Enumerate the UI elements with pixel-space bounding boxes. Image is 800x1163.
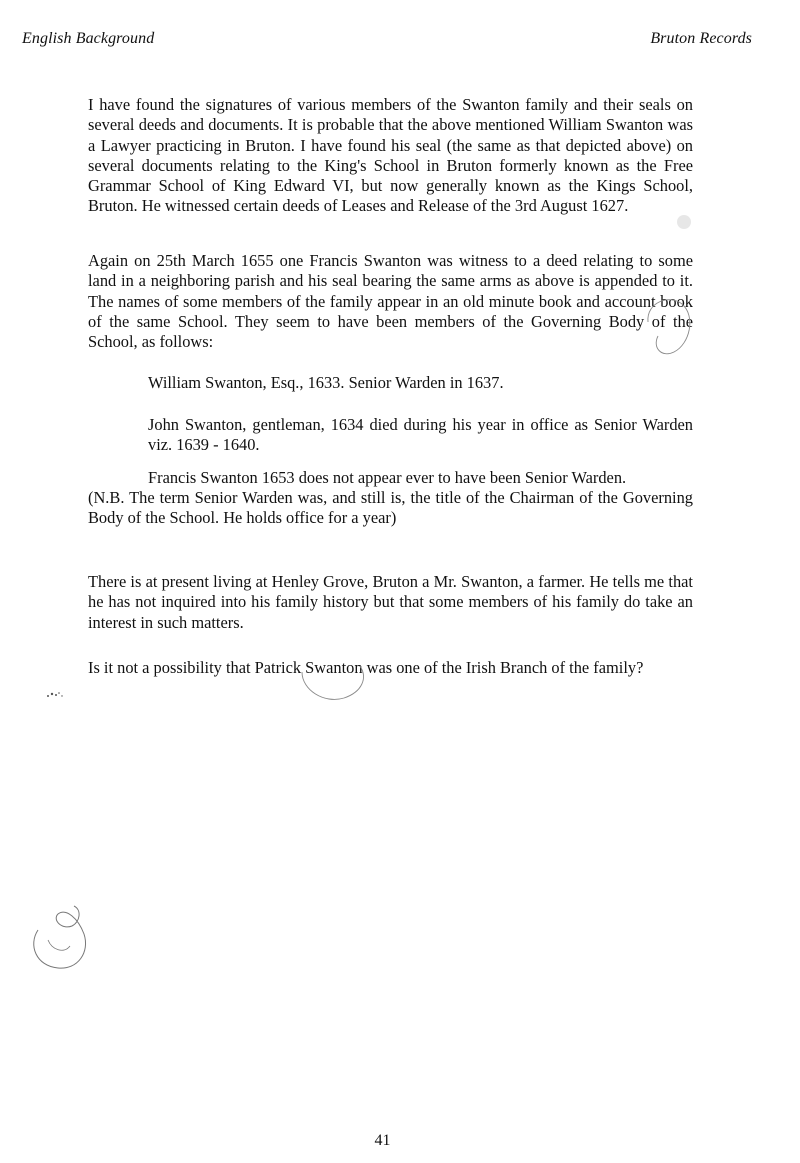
- running-header-left: English Background: [22, 30, 155, 47]
- paragraph-signatures: I have found the signatures of various members of the Swanton family and their seals on several deeds and documents. It is probable that the above mentioned William Swanton was a Lawyer practicing in Bruton. I have found his seal (the same as that depicted above) on several documents relating to the King's School in Bruton formerly known as the Free Grammar School of King Edward VI, but now generally known as the Kings School, Bruton. He witnessed certain deeds of Leases and Release of the 3rd August 1627.: [88, 95, 693, 216]
- paragraph-henley-grove: There is at present living at Henley Grove, Bruton a Mr. Swanton, a farmer. He tells me that he has not inquired into his family history but that some members of his family do take an interest in such matters.: [88, 572, 693, 632]
- paragraph-senior-warden-note: (N.B. The term Senior Warden was, and still is, the title of the Chairman of the Governing Body of the School. He holds office for a year): [88, 488, 693, 528]
- list-item-francis-swanton: Francis Swanton 1653 does not appear ever to have been Senior Warden.: [148, 468, 627, 487]
- list-item-john-swanton: John Swanton, gentleman, 1634 died during his year in office as Senior Warden viz. 1639 - 1640.: [148, 415, 693, 455]
- paragraph-francis-swanton-deed: Again on 25th March 1655 one Francis Swanton was witness to a deed relating to some land in a neighboring parish and his seal bearing the same arms as above is appended to it. The names of some members of the family appear in an old minute book and account book of the same School. They seem to have been members of the Governing Body of the School, as follows:: [88, 251, 693, 352]
- list-item-william-swanton: William Swanton, Esq., 1633. Senior Warden in 1637.: [148, 373, 504, 392]
- pencil-scribble-mark-left: [18, 900, 108, 980]
- paragraph-patrick-swanton-question: Is it not a possibility that Patrick Swanton was one of the Irish Branch of the family?: [88, 658, 644, 677]
- speck-mark: [44, 688, 68, 702]
- running-header-right: Bruton Records: [650, 30, 752, 47]
- page-number: 41: [374, 1132, 391, 1149]
